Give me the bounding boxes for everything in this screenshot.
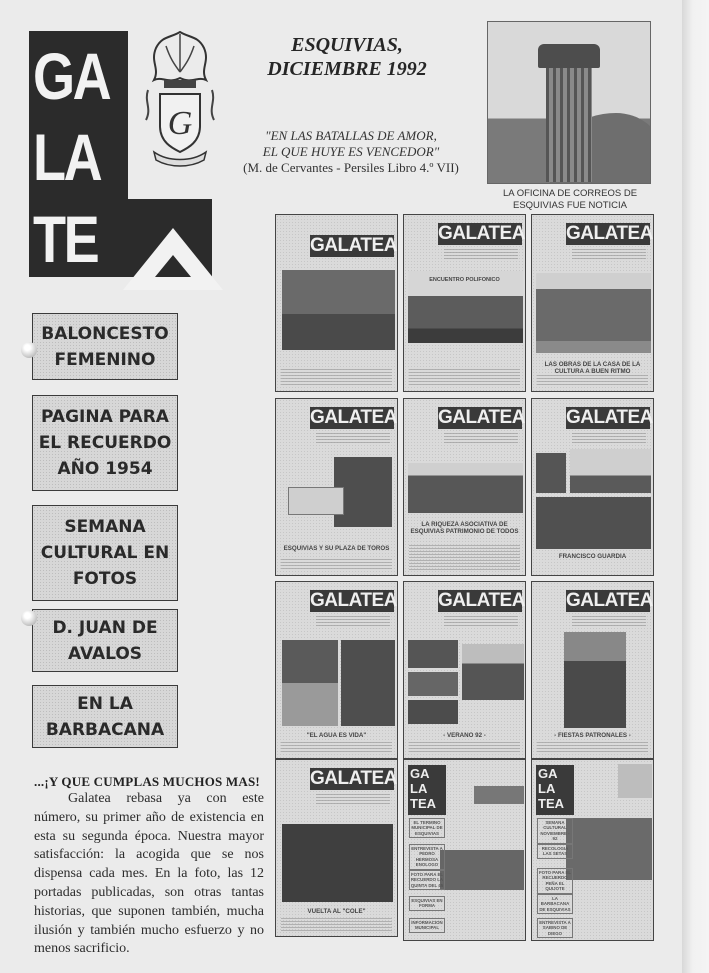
quote-line-1: "EN LAS BATALLAS DE AMOR, bbox=[265, 128, 437, 143]
sidebar-item-baloncesto bbox=[32, 313, 178, 380]
cover-mini-box: FOTO PARA EL RECUERDO LA QUINTA DEL 45 bbox=[409, 870, 445, 890]
cover-photo bbox=[440, 850, 524, 890]
cover-headline: VUELTA AL "COLE" bbox=[307, 908, 366, 915]
page-edge bbox=[682, 0, 709, 973]
article-body: Galatea rebasa ya con este número, su primer año de existencia en esta su segunda época. Nuestra mayor satisfacción: la acogida que se nos dispensa cada mes. En la foto, las 12 portadas publicadas, son otras tantas historias, que suponen también, mucha ilusión y también mucho esfuerzo y no menos sacrificio. bbox=[34, 791, 264, 957]
cover-11 bbox=[403, 759, 526, 941]
sidebar-line: AÑO 1954 bbox=[57, 459, 153, 479]
anniversary-article bbox=[34, 774, 264, 959]
sidebar-line: FEMENINO bbox=[54, 349, 156, 370]
edition-date: DICIEMBRE 1992 bbox=[267, 58, 427, 80]
cover-8 bbox=[403, 581, 526, 759]
bullet-sphere-icon bbox=[21, 610, 37, 626]
cover-headline: ENCUENTRO POLIFONICO bbox=[429, 277, 500, 283]
masthead-line-te: TE bbox=[33, 202, 98, 276]
cover-logo: GALATEA bbox=[310, 590, 397, 611]
cover-4 bbox=[275, 398, 398, 576]
sidebar-item-juan-avalos bbox=[32, 609, 178, 672]
masthead-big-a-counter bbox=[155, 255, 191, 277]
cover-3 bbox=[531, 214, 654, 392]
photo-door bbox=[546, 52, 592, 182]
cover-subtitle bbox=[316, 433, 390, 443]
cover-6 bbox=[531, 398, 654, 576]
sidebar-line: BARBACANA bbox=[45, 719, 165, 740]
cover-logo: GALATEA bbox=[438, 407, 525, 428]
cover-logo: GALATEA bbox=[566, 590, 653, 611]
cover-plaque bbox=[288, 487, 344, 515]
sidebar-line: EL RECUERDO bbox=[38, 433, 172, 453]
cover-photo bbox=[408, 640, 458, 668]
cover-photo bbox=[282, 824, 393, 902]
cover-subtitle bbox=[444, 249, 518, 259]
masthead-line-ga: GA bbox=[33, 39, 110, 113]
cover-headline: "EL AGUA ES VIDA" bbox=[306, 732, 367, 739]
sidebar-line: AVALOS bbox=[67, 643, 143, 664]
svg-text:G: G bbox=[167, 105, 193, 142]
sidebar-line: EN LA bbox=[77, 693, 133, 714]
cover-mini-box: ENTREVISTA A SABINO DE DIEGO bbox=[537, 918, 573, 938]
edition-place: ESQUIVIAS, bbox=[291, 34, 403, 56]
cover-photo bbox=[564, 632, 626, 728]
caption-line-2: ESQUIVIAS FUE NOTICIA bbox=[512, 200, 628, 211]
cover-text-block bbox=[281, 742, 392, 754]
cover-text-block bbox=[281, 918, 392, 932]
cover-10 bbox=[275, 759, 398, 937]
cover-photo bbox=[474, 786, 524, 804]
cover-headline: LAS OBRAS DE LA CASA DE LA CULTURA A BUEN RITMO bbox=[544, 361, 641, 375]
cover-text-block bbox=[537, 742, 648, 754]
cover-headline: FRANCISCO GUARDIA bbox=[558, 553, 627, 560]
post-office-photo bbox=[487, 21, 651, 184]
cover-mini-masthead: GA LA TEA bbox=[408, 765, 446, 815]
cover-photo bbox=[570, 449, 651, 493]
sidebar-line: D. JUAN DE bbox=[52, 617, 158, 638]
masthead-line-la: LA bbox=[33, 120, 101, 194]
cover-text-block bbox=[281, 559, 392, 571]
cover-mini-box: ESQUIVIAS EN FORMA bbox=[409, 896, 445, 911]
article-headline: ...¡Y QUE CUMPLAS MUCHOS MAS! bbox=[34, 774, 260, 789]
cover-photo bbox=[408, 463, 523, 513]
cover-subtitle bbox=[572, 616, 646, 626]
cover-photo bbox=[341, 640, 395, 726]
photo-roof bbox=[538, 44, 600, 68]
quote-line-2: EL QUE HUYE ES VENCEDOR" bbox=[262, 144, 440, 159]
cover-subtitle bbox=[316, 794, 390, 804]
cover-subtitle bbox=[572, 249, 646, 259]
cover-mini-box: SEMANA CULTURAL NOVIEMBRE - 92 bbox=[537, 818, 573, 844]
cover-text-block bbox=[409, 369, 520, 387]
cover-mini-box: RECOLOGIA LAS SETAS bbox=[537, 844, 573, 859]
cover-subtitle bbox=[572, 433, 646, 443]
cover-mini-box: INFORMACION MUNICIPAL bbox=[409, 918, 445, 933]
cover-mini-box: ENTREVISTA A PEDRO HERMOSA ENOLOGO bbox=[409, 844, 445, 870]
coat-of-arms-icon bbox=[140, 28, 220, 174]
cover-photo bbox=[282, 270, 395, 350]
quote-attribution: (M. de Cervantes - Persiles Libro 4.º VII) bbox=[243, 160, 459, 175]
cover-logo: GALATEA bbox=[566, 223, 653, 244]
cover-12 bbox=[531, 759, 654, 941]
cover-photo bbox=[566, 818, 652, 880]
cover-logo: GALATEA bbox=[438, 223, 525, 244]
cover-mini-masthead: GA LA TEA bbox=[536, 765, 574, 815]
cover-photo bbox=[408, 672, 458, 696]
cover-photo bbox=[536, 453, 566, 493]
edition-header bbox=[252, 33, 442, 81]
cover-photo bbox=[462, 644, 524, 700]
sidebar-item-recuerdo bbox=[32, 395, 178, 491]
cover-subtitle bbox=[444, 433, 518, 443]
cover-mini-box: FOTO PARA EL RECUERDO PEÑA EL QUIJOTE bbox=[537, 868, 573, 894]
cover-photo bbox=[618, 764, 652, 798]
cover-headline: LA RIQUEZA ASOCIATIVA DE ESQUIVIAS PATRIMONIO DE TODOS bbox=[410, 521, 519, 535]
cover-7 bbox=[275, 581, 398, 759]
sidebar-line: SEMANA bbox=[64, 517, 146, 537]
bullet-sphere-icon bbox=[21, 342, 37, 358]
cover-logo: GALATEA bbox=[310, 235, 397, 256]
cover-text-block bbox=[409, 742, 520, 754]
cover-logo: GALATEA bbox=[566, 407, 653, 428]
cover-text-block bbox=[537, 375, 648, 387]
cover-text-block bbox=[409, 545, 520, 571]
cover-photo bbox=[282, 640, 338, 726]
cover-1 bbox=[275, 214, 398, 392]
cover-2 bbox=[403, 214, 526, 392]
cover-photo bbox=[536, 497, 651, 549]
cover-subtitle bbox=[316, 616, 390, 626]
photo-caption bbox=[480, 188, 660, 212]
covers-grid bbox=[275, 214, 656, 952]
cover-logo: GALATEA bbox=[310, 407, 397, 428]
cover-subtitle bbox=[444, 616, 518, 626]
cover-logo: GALATEA bbox=[438, 590, 525, 611]
sidebar-item-barbacana bbox=[32, 685, 178, 748]
cover-headline: - VERANO 92 - bbox=[443, 732, 486, 739]
cover-logo: GALATEA bbox=[310, 768, 397, 789]
cervantes-quote bbox=[226, 128, 476, 176]
sidebar-line: BALONCESTO bbox=[41, 323, 169, 344]
caption-line-1: LA OFICINA DE CORREOS DE bbox=[502, 188, 638, 199]
sidebar-line: PAGINA PARA bbox=[41, 407, 169, 427]
cover-mini-box: LA BARBACANA DE ESQUIVIAS bbox=[537, 894, 573, 914]
cover-text-block bbox=[281, 369, 392, 387]
cover-headline: - FIESTAS PATRONALES - bbox=[554, 732, 631, 739]
cover-9 bbox=[531, 581, 654, 759]
cover-mini-box: EL TERMINO MUNICIPAL DE ESQUIVIAS bbox=[409, 818, 445, 838]
cover-headline: ESQUIVIAS Y SU PLAZA DE TOROS bbox=[283, 545, 390, 552]
cover-photo bbox=[408, 700, 458, 724]
cover-5 bbox=[403, 398, 526, 576]
cover-photo bbox=[536, 273, 651, 353]
sidebar-item-semana-cultural bbox=[32, 505, 178, 601]
sidebar-line: CULTURAL EN bbox=[40, 543, 170, 563]
sidebar-line: FOTOS bbox=[72, 569, 138, 589]
